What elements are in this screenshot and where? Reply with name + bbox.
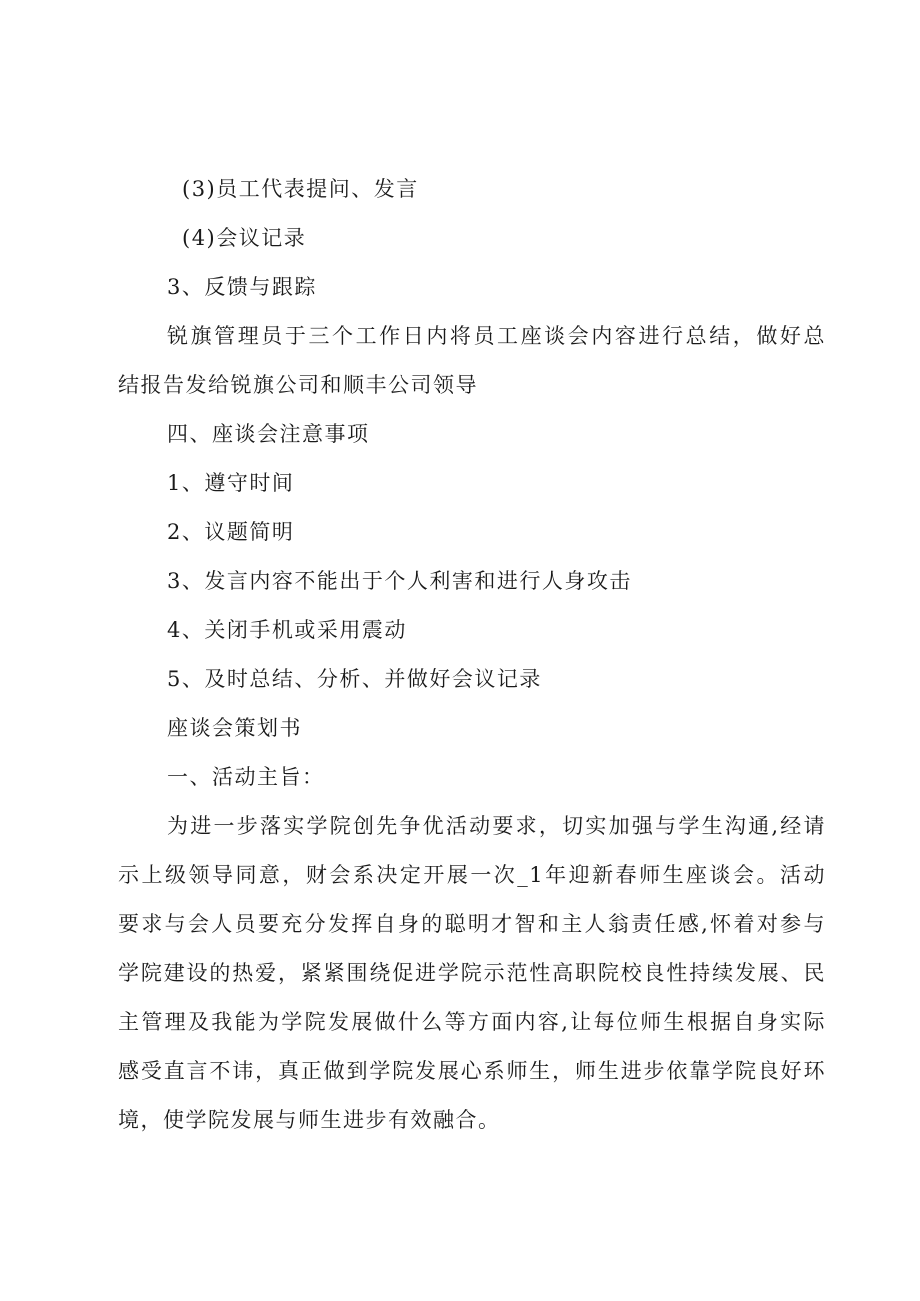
list-item: 4、关闭手机或采用震动	[167, 618, 407, 642]
section-heading-feedback: 3、反馈与跟踪	[167, 275, 317, 299]
paragraph-line: 感受直言不讳，真正做到学院发展心系师生，师生进步依靠学院良好环	[118, 1059, 826, 1083]
paragraph-line: 结报告发给锐旗公司和顺丰公司领导	[118, 373, 478, 397]
paragraph-line: 境，使学院发展与师生进步有效融合。	[118, 1108, 501, 1132]
paragraph-line: 主管理及我能为学院发展做什么等方面内容,让每位师生根据自身实际	[118, 1010, 826, 1034]
list-item: 3、发言内容不能出于个人利害和进行人身攻击	[167, 569, 632, 593]
paragraph-line: 学院建设的热爱，紧紧围绕促进学院示范性高职院校良性持续发展、民	[118, 961, 826, 985]
list-item: 1、遵守时间	[167, 471, 295, 495]
list-item-meeting-minutes: (4)会议记录	[182, 226, 307, 250]
paragraph-line: 为进一步落实学院创先争优活动要求，切实加强与学生沟通,经请	[167, 814, 826, 838]
document-title: 座谈会策划书	[167, 716, 302, 740]
section-heading-notes: 四、座谈会注意事项	[167, 422, 370, 446]
section-heading-purpose: 一、活动主旨：	[167, 765, 325, 789]
list-item: 2、议题简明	[167, 520, 295, 544]
paragraph-line: 锐旗管理员于三个工作日内将员工座谈会内容进行总结，做好总	[167, 324, 826, 348]
paragraph-line: 要求与会人员要充分发挥自身的聪明才智和主人翁责任感,怀着对参与	[118, 912, 826, 936]
list-item: 5、及时总结、分析、并做好会议记录	[167, 667, 542, 691]
list-item-employee-questions: (3)员工代表提问、发言	[182, 177, 419, 201]
paragraph-line: 示上级领导同意，财会系决定开展一次_1年迎新春师生座谈会。活动	[118, 863, 826, 887]
